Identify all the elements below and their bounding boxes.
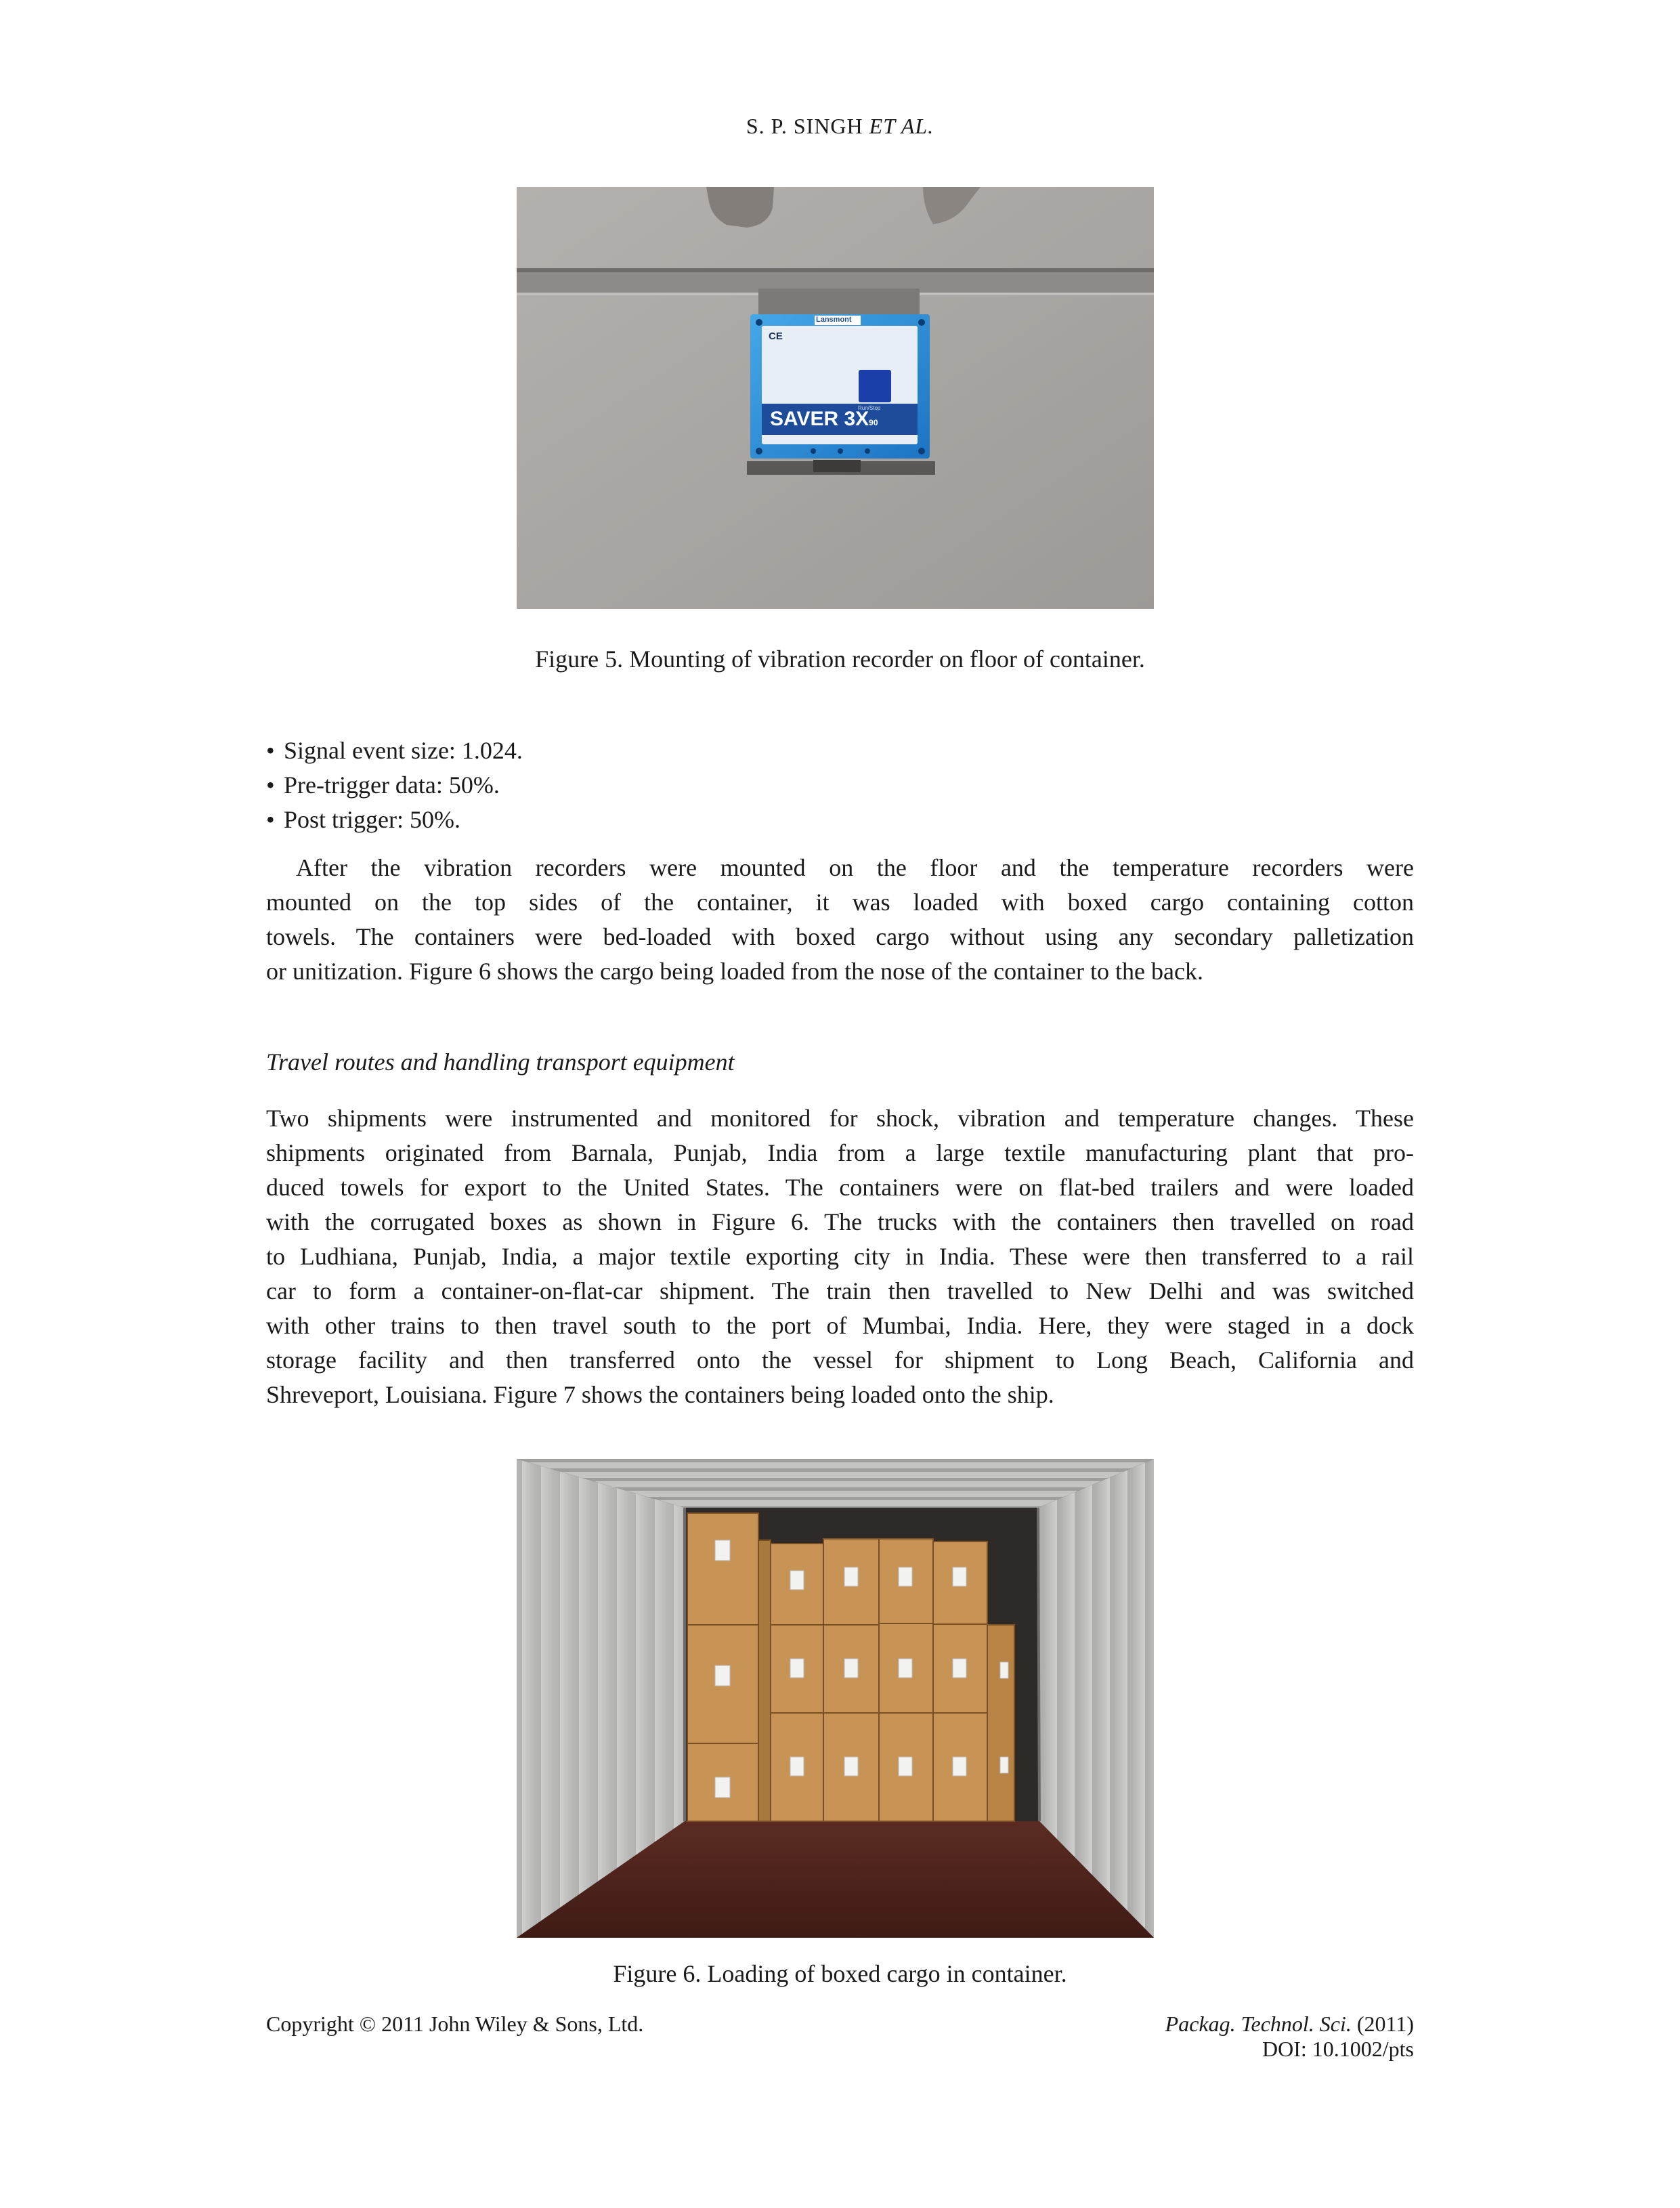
footer-citation bbox=[1165, 2012, 1414, 2062]
text-line: with other trains to then travel south to the port of Mumbai, India. Here, they were staged in a dock bbox=[266, 1312, 1414, 1339]
device-brand: Lansmont bbox=[816, 316, 852, 324]
footer-journal-line bbox=[1165, 2012, 1414, 2037]
footer-journal: Packag. Technol. Sci. bbox=[1165, 2012, 1352, 2036]
text-line: or unitization. Figure 6 shows the cargo being loaded from the nose of the container to the back. bbox=[266, 958, 1203, 985]
paragraph-1 bbox=[266, 851, 1414, 989]
list-item: • Pre-trigger data: 50%. bbox=[266, 768, 1414, 803]
list-item: • Post trigger: 50%. bbox=[266, 803, 1414, 837]
figure-5-caption: Figure 5. Mounting of vibration recorder on floor of container. bbox=[535, 645, 1145, 673]
text-line: with the corrugated boxes as shown in Figure 6. The trucks with the containers then travelled on road bbox=[266, 1208, 1414, 1235]
list-item: • Signal event size: 1.024. bbox=[266, 734, 1414, 768]
text-line: storage facility and then transferred onto the vessel for shipment to Long Beach, California and bbox=[266, 1346, 1414, 1374]
settings-list bbox=[266, 734, 1414, 837]
section-heading: Travel routes and handling transport equipment bbox=[266, 1048, 735, 1076]
text-line: duced towels for export to the United States. The containers were on flat-bed trailers and were loaded bbox=[266, 1174, 1414, 1201]
text-line: shipments originated from Barnala, Punjab, India from a large textile manufacturing plant that pro- bbox=[266, 1139, 1414, 1166]
footer-year: (2011) bbox=[1356, 2012, 1414, 2036]
device-model bbox=[770, 408, 878, 431]
header-authors: S. P. SINGH bbox=[746, 114, 863, 138]
text-line: to Ludhiana, Punjab, India, a major textile exporting city in India. These were then transferred to a rail bbox=[266, 1243, 1414, 1270]
running-header bbox=[0, 114, 1680, 139]
text-line: After the vibration recorders were mounted on the floor and the temperature recorders were bbox=[296, 854, 1414, 881]
text-line: Shreveport, Louisiana. Figure 7 shows the containers being loaded onto the ship. bbox=[266, 1381, 1054, 1408]
footer-copyright: Copyright © 2011 John Wiley & Sons, Ltd. bbox=[266, 2012, 644, 2036]
figure-6-photo bbox=[517, 1459, 1154, 1938]
text-line: mounted on the top sides of the container, it was loaded with boxed cargo containing cotton bbox=[266, 889, 1414, 916]
device-button-label: Run/Stop bbox=[858, 405, 881, 411]
figure-6-caption: Figure 6. Loading of boxed cargo in container. bbox=[613, 1960, 1067, 1987]
text-line: towels. The containers were bed-loaded with boxed cargo without using any secondary palletization bbox=[266, 923, 1414, 950]
text-line: Two shipments were instrumented and monitored for shock, vibration and temperature changes. These bbox=[266, 1105, 1414, 1132]
device-model-name: SAVER 3X bbox=[770, 408, 869, 430]
device-model-sub: 90 bbox=[869, 418, 878, 427]
paragraph-2 bbox=[266, 1101, 1414, 1412]
footer-doi: DOI: 10.1002/pts bbox=[1262, 2037, 1414, 2061]
text-line: car to form a container-on-flat-car shipment. The train then travelled to New Delhi and was switched bbox=[266, 1277, 1414, 1304]
header-et-al: ET AL. bbox=[869, 114, 934, 138]
device-ce-mark: CE bbox=[769, 331, 783, 342]
figure-5-photo bbox=[517, 187, 1154, 609]
